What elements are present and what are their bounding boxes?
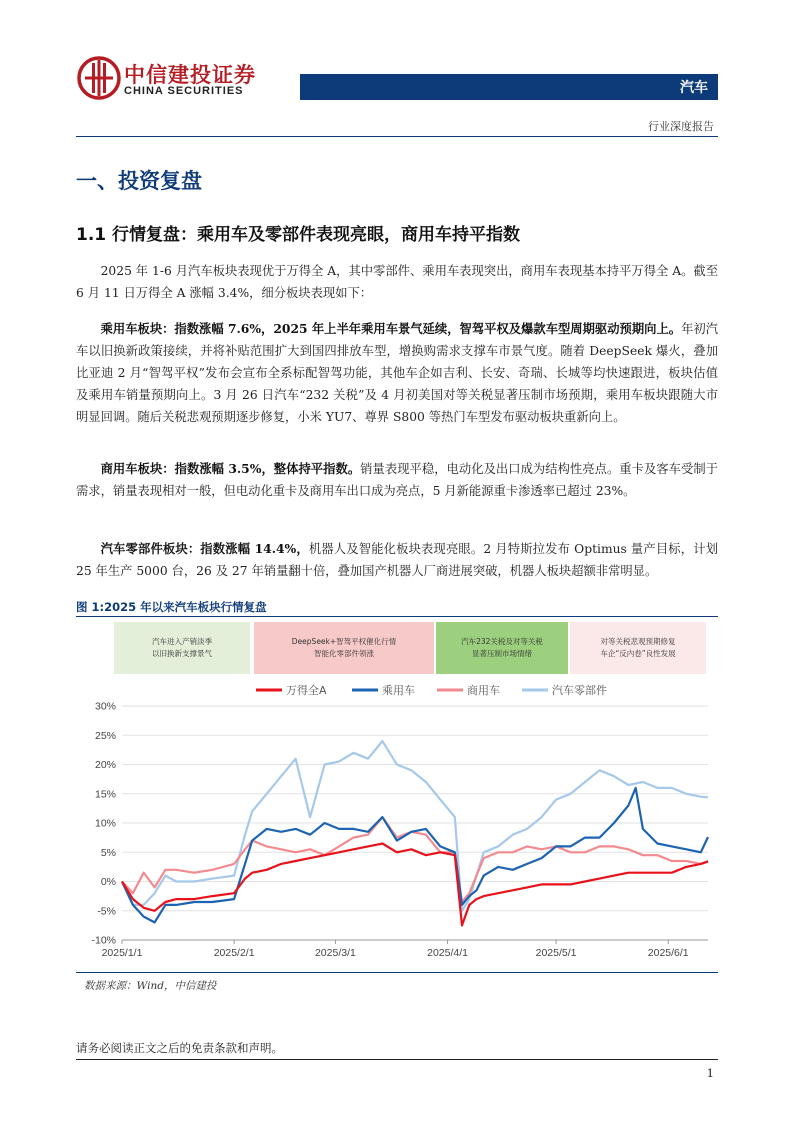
series-line-2 [122, 788, 708, 923]
x-tick-label: 2025/5/1 [535, 947, 577, 959]
x-tick-label: 2025/3/1 [314, 947, 356, 959]
commercial-lead: 商用车板块：指数涨幅 3.5%，整体持平指数。 [100, 461, 361, 476]
footer-divider [76, 1059, 718, 1060]
series-line-3 [122, 817, 708, 902]
passenger-text: 年初汽车以旧换新政策接续，并将补贴范围扩大到国四排放车型，增换购需求支撑车市景气度。随着 DeepSeek 爆火，叠加比亚迪 2 月“智驾平权”发布会宣布全系标配智驾功能，其他车企如吉利、长安、奇瑞、长城等均快速跟进，板块估值及乘用车销量预期向上。3 月 26 日汽车“232 关税”及 4 月初美国对等关税显著压制市场预期，乘用车板块跟随大市明显回调。随后关税悲观预期逐步修复，小米 YU7、尊界 S800 等热门车型发布驱动板块重新向上。 [76, 322, 718, 424]
y-tick-label: 25% [94, 729, 116, 742]
y-tick-label: 20% [94, 759, 116, 771]
parts-paragraph [76, 538, 718, 582]
intro-text: 2025 年 1-6 月汽车板块表现优于万得全 A，其中零部件、乘用车表现突出，商用车表现基本持平万得全 A。截至 6 月 11 日万得全 A 涨幅 3.4%，细分板块表现如下： [76, 264, 718, 300]
page-number: 1 [706, 1066, 714, 1080]
y-tick-label: 0% [100, 876, 116, 888]
legend-label: 乘用车 [382, 684, 415, 697]
figure-title: 图 1:2025 年以来汽车板块行情复盘 [76, 600, 267, 614]
commercial-paragraph [76, 458, 718, 502]
legend-label: 商用车 [467, 684, 500, 697]
y-tick-label: 15% [94, 788, 116, 801]
x-tick-label: 2025/4/1 [427, 947, 468, 959]
header-divider [76, 136, 718, 137]
section-heading: 一、投资复盘 [76, 169, 202, 193]
annotation-text-1: 汽车进入产销淡季 以旧换新支撑景气 [152, 637, 212, 658]
report-type: 行业深度报告 [648, 120, 714, 133]
annotation-text-4: 对等关税悲观预期修复 车企“反内卷”良性发展 [600, 637, 676, 658]
company-logo [76, 55, 256, 105]
intro-paragraph [76, 260, 718, 304]
line-chart-svg [76, 618, 718, 972]
china-securities-logo-icon [76, 55, 122, 101]
series-line-4 [122, 741, 708, 911]
logo-cn-text: 中信建投证券 [124, 63, 256, 87]
figure-top-rule [76, 616, 718, 617]
logo-en-text: CHINA SECURITIES [124, 85, 244, 97]
x-tick-label: 2025/2/1 [213, 947, 255, 959]
sector-performance-chart [76, 618, 718, 972]
commercial-text: 销量表现平稳，电动化及出口成为结构性亮点。重卡及客车受制于需求，销量表现相对一般，但电动化重卡及商用车出口成为亮点，5 月新能源重卡渗透率已超过 23%。 [76, 462, 718, 498]
y-tick-label: -10% [91, 934, 116, 947]
annotation-text-2: DeepSeek+智驾平权催化行情 智能化零部件领涨 [291, 637, 397, 658]
parts-text: 机器人及智能化板块表现亮眼。2 月特斯拉发布 Optimus 量产目标，计划 25 年生产 5000 台，26 及 27 年销量翻十倍，叠加国产机器人厂商进展突破，机器人板块超额非常明显。 [76, 542, 718, 578]
header-bar [300, 74, 718, 100]
annotation-text-3: 汽车232关税及对等关税 显著压制市场情绪 [461, 637, 543, 658]
sector-label: 汽车 [680, 80, 708, 96]
x-tick-label: 2025/6/1 [647, 947, 689, 959]
passenger-paragraph [76, 318, 718, 428]
y-tick-label: -5% [97, 905, 116, 918]
figure-bottom-rule [76, 972, 718, 973]
y-tick-label: 30% [94, 700, 116, 713]
disclaimer-note: 请务必阅读正文之后的免责条款和声明。 [76, 1041, 283, 1055]
passenger-lead: 乘用车板块：指数涨幅 7.6%，2025 年上半年乘用车景气延续，智驾平权及爆款车型周期驱动预期向上。 [100, 321, 682, 336]
subsection-heading: 1.1 行情复盘：乘用车及零部件表现亮眼，商用车持平指数 [76, 225, 521, 245]
y-tick-label: 5% [100, 846, 116, 859]
series-line-1 [122, 844, 708, 926]
legend-label: 万得全A [286, 684, 327, 697]
legend-label: 汽车零部件 [552, 684, 607, 697]
x-tick-label: 2025/1/1 [101, 947, 143, 959]
y-tick-label: 10% [94, 817, 116, 830]
data-source: 数据来源：Wind，中信建投 [84, 980, 217, 992]
parts-lead: 汽车零部件板块：指数涨幅 14.4%， [100, 541, 309, 556]
